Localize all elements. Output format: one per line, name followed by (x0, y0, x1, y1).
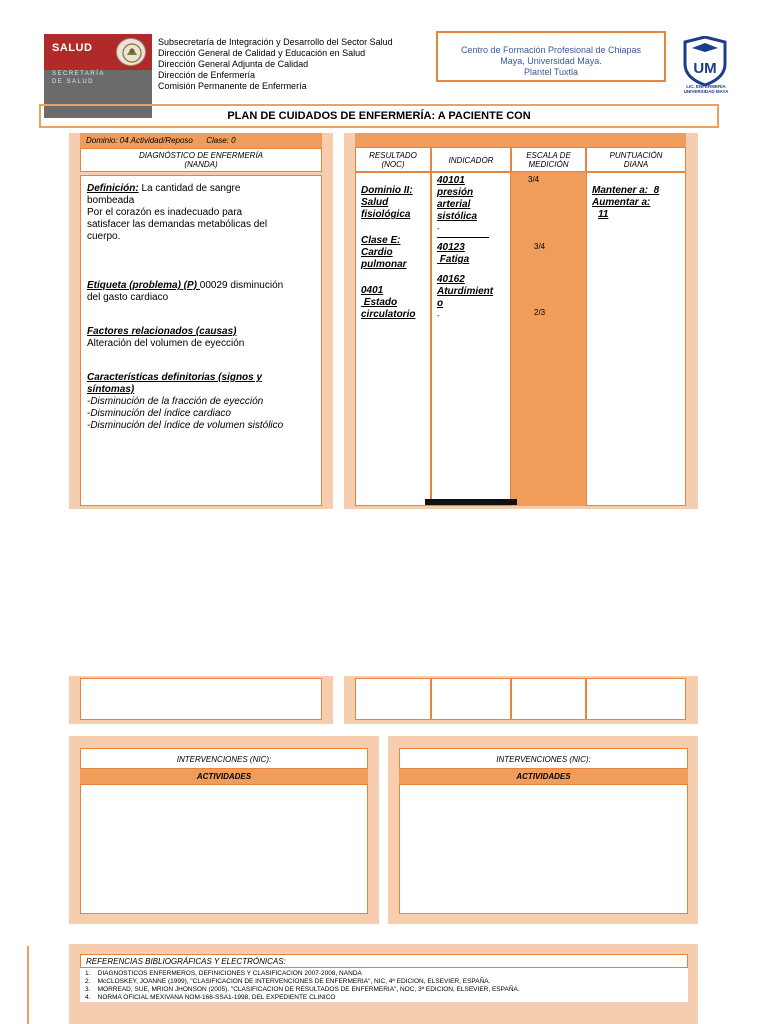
reference-item: 2. McCLOSKEY, JOANNE (1999), "CLASIFICACION DE INTERVENCIONES DE ENFERMERIA", NIC, 4ª EDICION, ELSEVIER, ESPAÑA. (85, 978, 491, 985)
escala-header (511, 147, 586, 172)
org-header-lines (158, 37, 393, 92)
logo-brand-text: SALUD (52, 42, 93, 54)
references-list (80, 968, 688, 1002)
indicador-item: Fatiga (437, 254, 470, 265)
centro-line: Centro de Formación Profesional de Chiapas (460, 45, 642, 55)
nanda-header-line1: DIAGNÓSTICO DE ENFERMERÍA (138, 151, 263, 160)
escala-header-line1: ESCALA DE (526, 151, 571, 160)
um-letters: UM (693, 60, 717, 77)
puntuacion-header-line2: DIANA (623, 160, 649, 169)
nanda-header (80, 148, 322, 172)
indicador-item: o (437, 298, 444, 309)
logo-subtitle (52, 70, 105, 86)
indicador-item: presión (437, 187, 474, 198)
org-line: Dirección General de Calidad y Educación en Salud (158, 48, 366, 58)
puntuacion-mantener: Mantener a: 8 (592, 185, 660, 196)
escala-column (511, 172, 586, 506)
escala-value: 3/4 (528, 175, 540, 184)
page-title: PLAN DE CUIDADOS DE ENFERMERÍA: A PACIENTE CON (39, 104, 719, 128)
centro-line: Plantel Tuxtla (523, 67, 579, 77)
left-margin-line (27, 946, 29, 1024)
resultado-clase: Cardio (361, 247, 393, 258)
puntuacion-header-line1: PUNTUACIÓN (609, 151, 663, 160)
resultado-estado: Estado (361, 297, 398, 308)
caracteristica-item: -Disminución de la fracción de eyección (87, 396, 264, 407)
factores-label: Factores relacionados (causas) (87, 326, 237, 337)
indicador-item: Aturdimient (437, 286, 494, 297)
indicador-item: 40162 (437, 274, 465, 285)
um-caption (678, 84, 734, 94)
indicador-dash: - (437, 224, 440, 233)
escala-value: 2/3 (534, 308, 546, 317)
reference-item: 1. DIAGNOSTICOS ENFERMEROS, DEFINICIONES Y CLASIFICACION 2007-2008, NANDA (85, 970, 362, 977)
nic-right-subheader: ACTIVIDADES (399, 769, 688, 784)
logo-sub-line2: DE SALUD (52, 79, 95, 85)
um-caption-line1: LIC. ENFERMERÍA (686, 84, 726, 89)
indicador-item: 40123 (437, 242, 465, 253)
nanda-domain-line: Dominio: 04 Actividad/Reposo Clase: 0 (86, 136, 236, 145)
escala-header-line2: MEDICIÓN (528, 160, 569, 169)
logo-sub-line1: SECRETARÍA (52, 71, 105, 77)
references-title: REFERENCIAS BIBLIOGRÁFICAS Y ELECTRÓNICAS: (80, 954, 688, 968)
black-bar (425, 499, 517, 505)
definicion-text: bombeada (87, 195, 135, 206)
indicador-dash: - (437, 311, 440, 320)
nic-left-activities (80, 784, 368, 914)
empty-noc-cell (586, 678, 686, 720)
resultado-header (355, 147, 431, 172)
puntuacion-column (586, 172, 686, 506)
caracteristicas-label: Características definitorias (signos y (87, 372, 263, 383)
definicion-text: Por el corazón es inadecuado para (87, 207, 243, 218)
nic-left-subheader: ACTIVIDADES (80, 769, 368, 784)
puntuacion-header (586, 147, 686, 172)
resultado-dominio: Salud (361, 197, 389, 208)
empty-nanda-cell (80, 678, 322, 720)
indicador-item: sistólica (437, 211, 478, 222)
caracteristicas-label: síntomas) (87, 384, 135, 395)
indicador-item: 40101 (437, 175, 465, 186)
empty-noc-cell (431, 678, 511, 720)
um-caption-line2: UNIVERSIDAD MAYA (683, 89, 729, 94)
resultado-dominio: Dominio II: (361, 185, 413, 196)
resultado-clase: Clase E: (361, 235, 401, 246)
indicador-column (431, 172, 511, 506)
empty-noc-cell (511, 678, 586, 720)
definicion-text: satisfacer las demandas metabólicas del (87, 219, 268, 230)
factores-text: Alteración del volumen de eyección (87, 338, 245, 349)
resultado-dominio: fisiológica (361, 209, 411, 220)
nanda-body (80, 175, 322, 506)
org-line: Dirección de Enfermería (158, 70, 256, 80)
etiqueta-text: del gasto cardiaco (87, 292, 169, 303)
etiqueta-text: 00029 disminución (199, 280, 284, 291)
org-line: Comisión Permanente de Enfermería (158, 81, 307, 91)
nic-right-title: INTERVENCIONES (NIC): (399, 748, 688, 769)
indicador-separator (437, 237, 489, 238)
etiqueta-label: Etiqueta (problema) (P) (87, 280, 200, 291)
resultado-header-line1: RESULTADO (369, 151, 417, 160)
resultado-estado: 0401 (361, 285, 384, 296)
puntuacion-aumentar: Aumentar a: (592, 197, 651, 208)
resultado-column (355, 172, 431, 506)
definicion-text: cuerpo. (87, 231, 121, 242)
definicion-label: Definición: (87, 183, 139, 194)
resultado-header-line2: (NOC) (381, 160, 405, 169)
resultado-clase: pulmonar (361, 259, 407, 270)
org-line: Subsecretaría de Integración y Desarrollo del Sector Salud (158, 37, 393, 47)
nanda-header-line2: (NANDA) (184, 160, 218, 169)
org-line: Dirección General Adjunta de Calidad (158, 59, 309, 69)
caracteristica-item: -Disminución del índice cardiaco (87, 408, 231, 419)
mexico-emblem-icon (116, 38, 146, 66)
noc-top-bar (355, 133, 686, 147)
puntuacion-aumentar-value: 11 (598, 209, 609, 220)
indicador-item: arterial (437, 199, 471, 210)
definicion-text: La cantidad de sangre (138, 183, 241, 194)
reference-item: 4. NORMA OFICIAL MEXIVANA NOM-168-SSA1-1998, DEL EXPEDIENTE CLINICO (85, 994, 336, 1001)
nanda-domain-bar (80, 133, 322, 148)
caracteristica-item: -Disminución del índice de volumen sistólico (87, 420, 284, 431)
nic-right-activities (399, 784, 688, 914)
centro-line: Maya, Universidad Maya. (500, 56, 602, 66)
centro-box (436, 31, 666, 82)
empty-noc-cell (355, 678, 431, 720)
nic-left-title: INTERVENCIONES (NIC): (80, 748, 368, 769)
resultado-estado: circulatorio (361, 309, 416, 320)
reference-item: 3. MORREAD, SUE, MRION JHONSON (2005). "CLASIFICACION DE RESULTADOS DE ENFERMERIA", NOC, 3ª EDICION, ELSEVIER, ESPAÑA. (85, 986, 520, 993)
escala-value: 3/4 (534, 242, 546, 251)
indicador-header: INDICADOR (431, 147, 511, 172)
